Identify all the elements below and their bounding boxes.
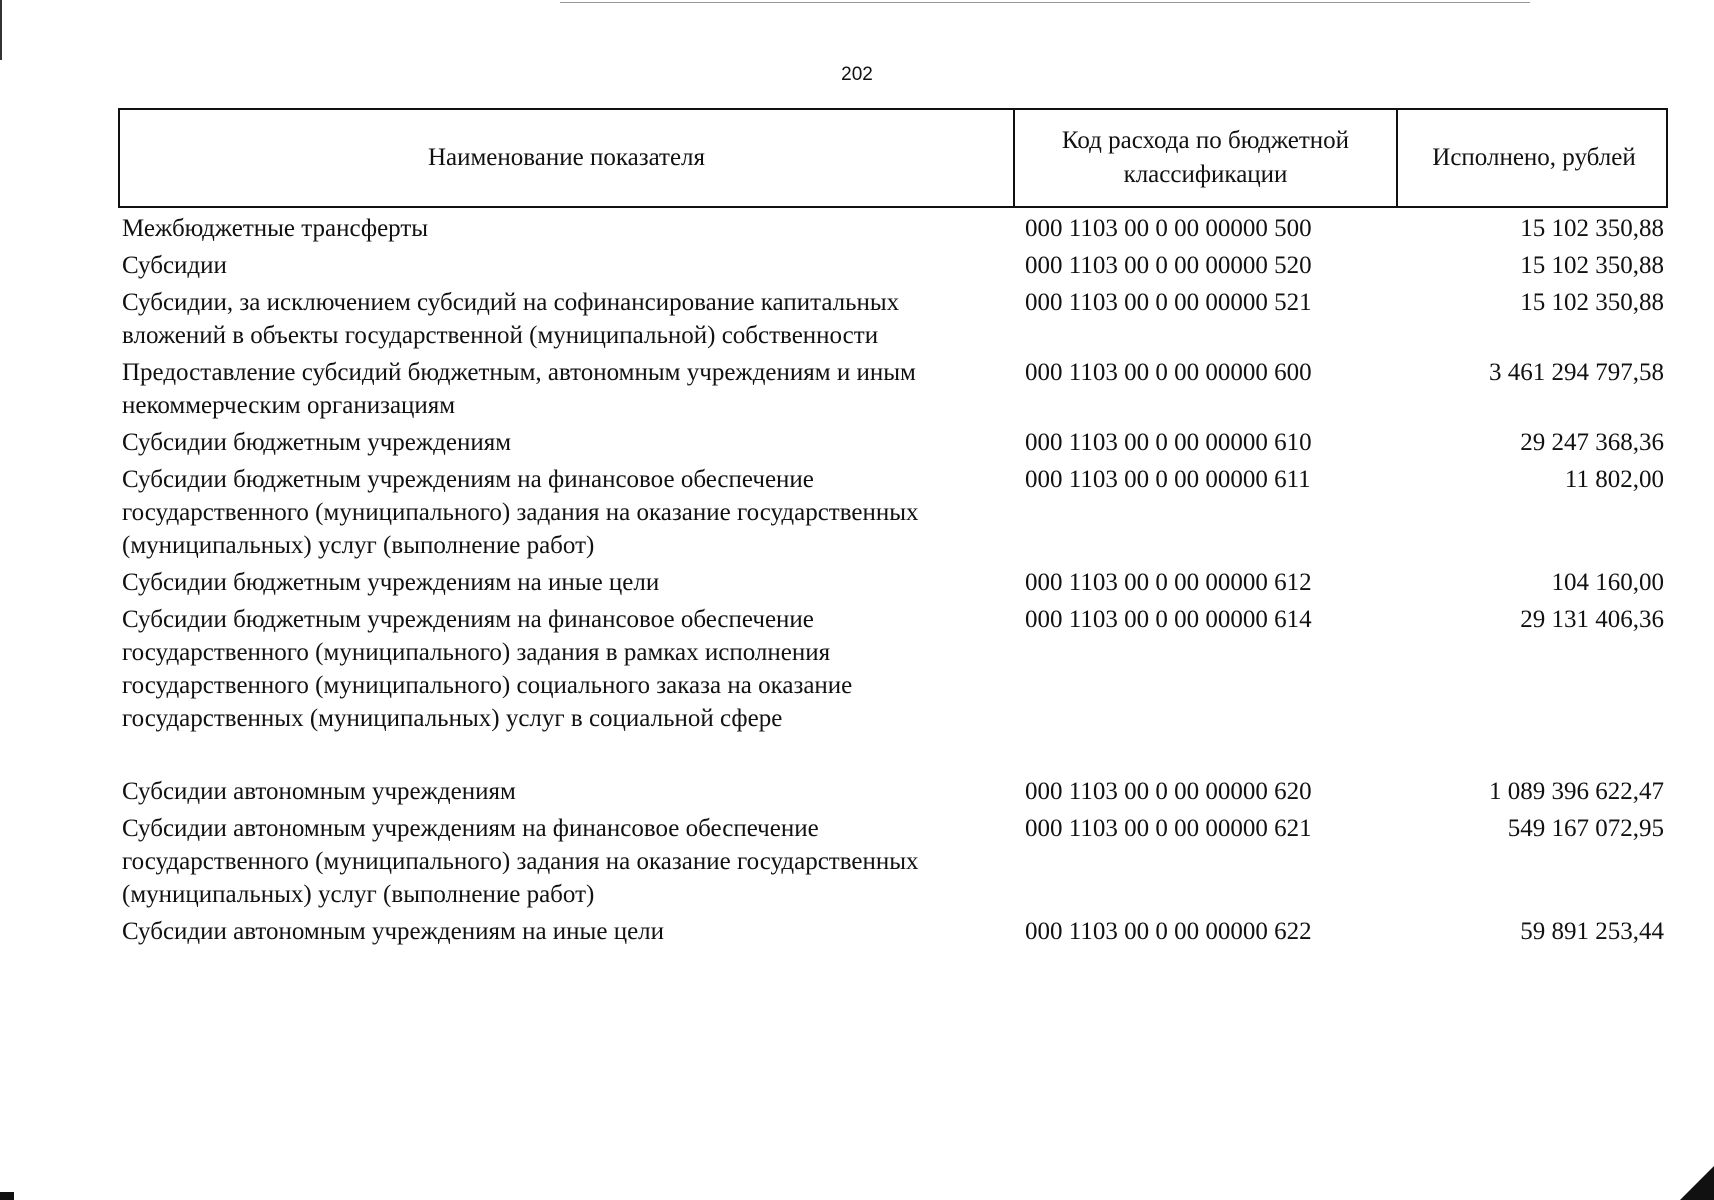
row-amount: 15 102 350,88 — [1520, 252, 1664, 279]
row-name: Субсидии бюджетным учреждениям на финансовое обеспечение государственного (муниципального) задания в рамках исполнения государственного (муниципального) социального заказа на оказание государственных (муниципальных) услуг в социальной сфере — [122, 606, 853, 732]
scan-artifact-corner-right — [1680, 1166, 1714, 1200]
row-amount: 29 247 368,36 — [1520, 429, 1664, 456]
scan-artifact-edge — [0, 0, 2, 60]
row-code: 000 1103 00 0 00 00000 611 — [1025, 466, 1311, 493]
table-row — [118, 603, 1668, 735]
page-number: 202 — [841, 64, 873, 85]
row-code: 000 1103 00 0 00 00000 621 — [1025, 815, 1312, 842]
row-name: Субсидии бюджетным учреждениям на иные цели — [122, 569, 660, 596]
table-row — [118, 775, 1668, 808]
row-amount: 59 891 253,44 — [1520, 918, 1664, 945]
row-code: 000 1103 00 0 00 00000 620 — [1025, 778, 1312, 805]
row-name: Субсидии — [122, 252, 227, 279]
row-amount: 29 131 406,36 — [1520, 606, 1664, 633]
row-name: Межбюджетные трансферты — [122, 215, 429, 242]
row-amount: 11 802,00 — [1564, 466, 1664, 493]
row-code: 000 1103 00 0 00 00000 520 — [1025, 252, 1312, 279]
row-name: Субсидии автономным учреждениям на финансовое обеспечение государственного (муниципального) задания на оказание государственных (муниципальных) услуг (выполнение работ) — [122, 815, 919, 908]
table-row — [118, 212, 1668, 245]
row-code: 000 1103 00 0 00 00000 500 — [1025, 215, 1312, 242]
row-name: Субсидии автономным учреждениям — [122, 778, 516, 805]
table-row — [118, 356, 1668, 422]
header-name: Наименование показателя — [427, 144, 706, 171]
row-code: 000 1103 00 0 00 00000 600 — [1025, 359, 1312, 386]
row-amount: 1 089 396 622,47 — [1489, 778, 1664, 805]
row-amount: 15 102 350,88 — [1520, 215, 1664, 242]
table-row — [118, 915, 1668, 948]
row-amount: 549 167 072,95 — [1507, 815, 1664, 842]
header-amount: Исполнено, рублей — [1396, 110, 1670, 206]
row-name: Субсидии автономным учреждениям на иные цели — [122, 918, 665, 945]
scan-artifact-corner-left — [0, 1192, 14, 1200]
row-code: 000 1103 00 0 00 00000 521 — [1025, 289, 1312, 316]
row-amount: 15 102 350,88 — [1520, 289, 1664, 316]
row-code: 000 1103 00 0 00 00000 612 — [1025, 569, 1312, 596]
row-name: Субсидии бюджетным учреждениям — [122, 429, 512, 456]
row-amount: 104 160,00 — [1551, 569, 1664, 596]
row-code: 000 1103 00 0 00 00000 614 — [1025, 606, 1312, 633]
scan-artifact-line — [560, 2, 1530, 3]
table-row — [118, 249, 1668, 282]
table-row — [118, 566, 1668, 599]
budget-table — [118, 108, 1668, 952]
row-name: Субсидии бюджетным учреждениям на финансовое обеспечение государственного (муниципального) задания на оказание государственных (муниципальных) услуг (выполнение работ) — [122, 466, 919, 559]
row-name: Субсидии, за исключением субсидий на софинансирование капитальных вложений в объекты государственной (муниципальной) собственности — [122, 289, 900, 349]
header-code: Код расхода по бюджетной классификации — [1013, 110, 1396, 206]
row-name: Предоставление субсидий бюджетным, автономным учреждениям и иным некоммерческим организациям — [122, 359, 916, 419]
table-header — [118, 108, 1668, 208]
row-amount: 3 461 294 797,58 — [1489, 359, 1664, 386]
table-row — [118, 463, 1668, 562]
table-row — [118, 426, 1668, 459]
row-code: 000 1103 00 0 00 00000 610 — [1025, 429, 1312, 456]
row-code: 000 1103 00 0 00 00000 622 — [1025, 918, 1312, 945]
table-body — [118, 208, 1668, 948]
table-row — [118, 812, 1668, 911]
table-row — [118, 286, 1668, 352]
